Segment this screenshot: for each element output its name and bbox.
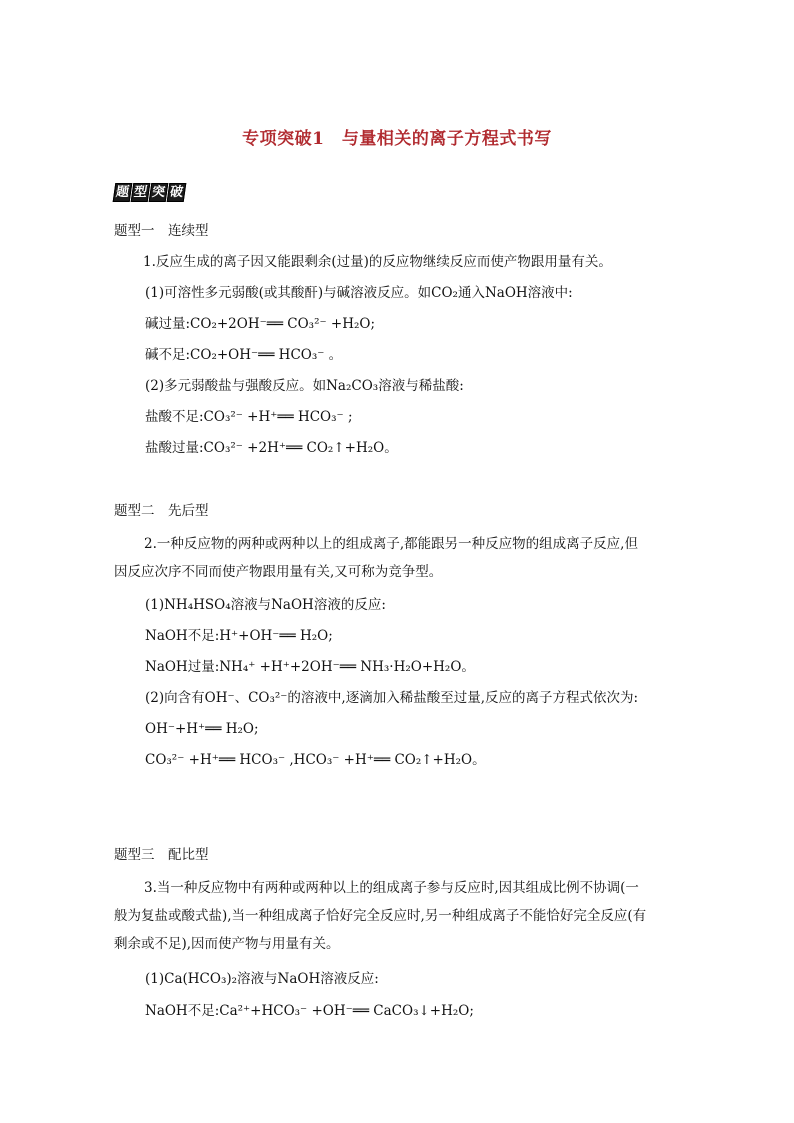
section-1-eq-4: 盐酸过量:CO₃²⁻ +2H⁺══ CO₂↑+H₂O。 bbox=[145, 440, 398, 456]
section-3-sub-1: (1)Ca(HCO₃)₂溶液与NaOH溶液反应: bbox=[145, 971, 379, 987]
section-2-eq-1: NaOH不足:H⁺+OH⁻══ H₂O; bbox=[145, 628, 333, 644]
page-title: 专项突破1 与量相关的离子方程式书写 bbox=[242, 129, 552, 149]
section-2-eq-2: NaOH过量:NH₄⁺ +H⁺+2OH⁻══ NH₃·H₂O+H₂O。 bbox=[145, 659, 475, 675]
section-2-eq-4: CO₃²⁻ +H⁺══ HCO₃⁻ ,HCO₃⁻ +H⁺══ CO₂↑+H₂O。 bbox=[145, 752, 486, 768]
section-1-heading: 题型一 连续型 bbox=[114, 223, 209, 239]
badge-char: 突 bbox=[149, 183, 169, 202]
section-2-heading: 题型二 先后型 bbox=[114, 503, 209, 519]
section-2-sub-2: (2)向含有OH⁻、CO₃²⁻的溶液中,逐滴加入稀盐酸至过量,反应的离子方程式依次为: bbox=[145, 690, 639, 706]
section-3-intro: 3.当一种反应物中有两种或两种以上的组成离子参与反应时,因其组成比例不协调(一般为复盐或酸式盐),当一种组成离子恰好完全反应时,另一种组成离子不能恰好完全反应(有剩余或不足),因而使产物与用量有关。 bbox=[114, 880, 647, 952]
badge-char: 破 bbox=[167, 183, 187, 202]
section-1-eq-2: 碱不足:CO₂+OH⁻══ HCO₃⁻ 。 bbox=[145, 347, 343, 363]
section-1-eq-3: 盐酸不足:CO₃²⁻ +H⁺══ HCO₃⁻ ; bbox=[145, 409, 353, 425]
section-1-sub-2: (2)多元弱酸盐与强酸反应。如Na₂CO₃溶液与稀盐酸: bbox=[145, 378, 464, 394]
section-1-sub-1: (1)可溶性多元弱酸(或其酸酐)与碱溶液反应。如CO₂通入NaOH溶液中: bbox=[145, 285, 573, 301]
section-1-intro: 1.反应生成的离子因又能跟剩余(过量)的反应物继续反应而使产物跟用量有关。 bbox=[143, 254, 612, 270]
section-2-sub-1: (1)NH₄HSO₄溶液与NaOH溶液的反应: bbox=[145, 597, 386, 613]
section-2-eq-3: OH⁻+H⁺══ H₂O; bbox=[145, 721, 259, 737]
section-badge bbox=[114, 183, 185, 202]
section-3-eq-1: NaOH不足:Ca²⁺+HCO₃⁻ +OH⁻══ CaCO₃↓+H₂O; bbox=[145, 1003, 474, 1019]
badge-char: 题 bbox=[113, 183, 133, 202]
section-1-eq-1: 碱过量:CO₂+2OH⁻══ CO₃²⁻ +H₂O; bbox=[145, 316, 376, 332]
badge-char: 型 bbox=[131, 183, 151, 202]
section-2-intro: 2.一种反应物的两种或两种以上的组成离子,都能跟另一种反应物的组成离子反应,但因反应次序不同而使产物跟用量有关,又可称为竞争型。 bbox=[114, 536, 638, 580]
section-3-heading: 题型三 配比型 bbox=[114, 847, 209, 863]
